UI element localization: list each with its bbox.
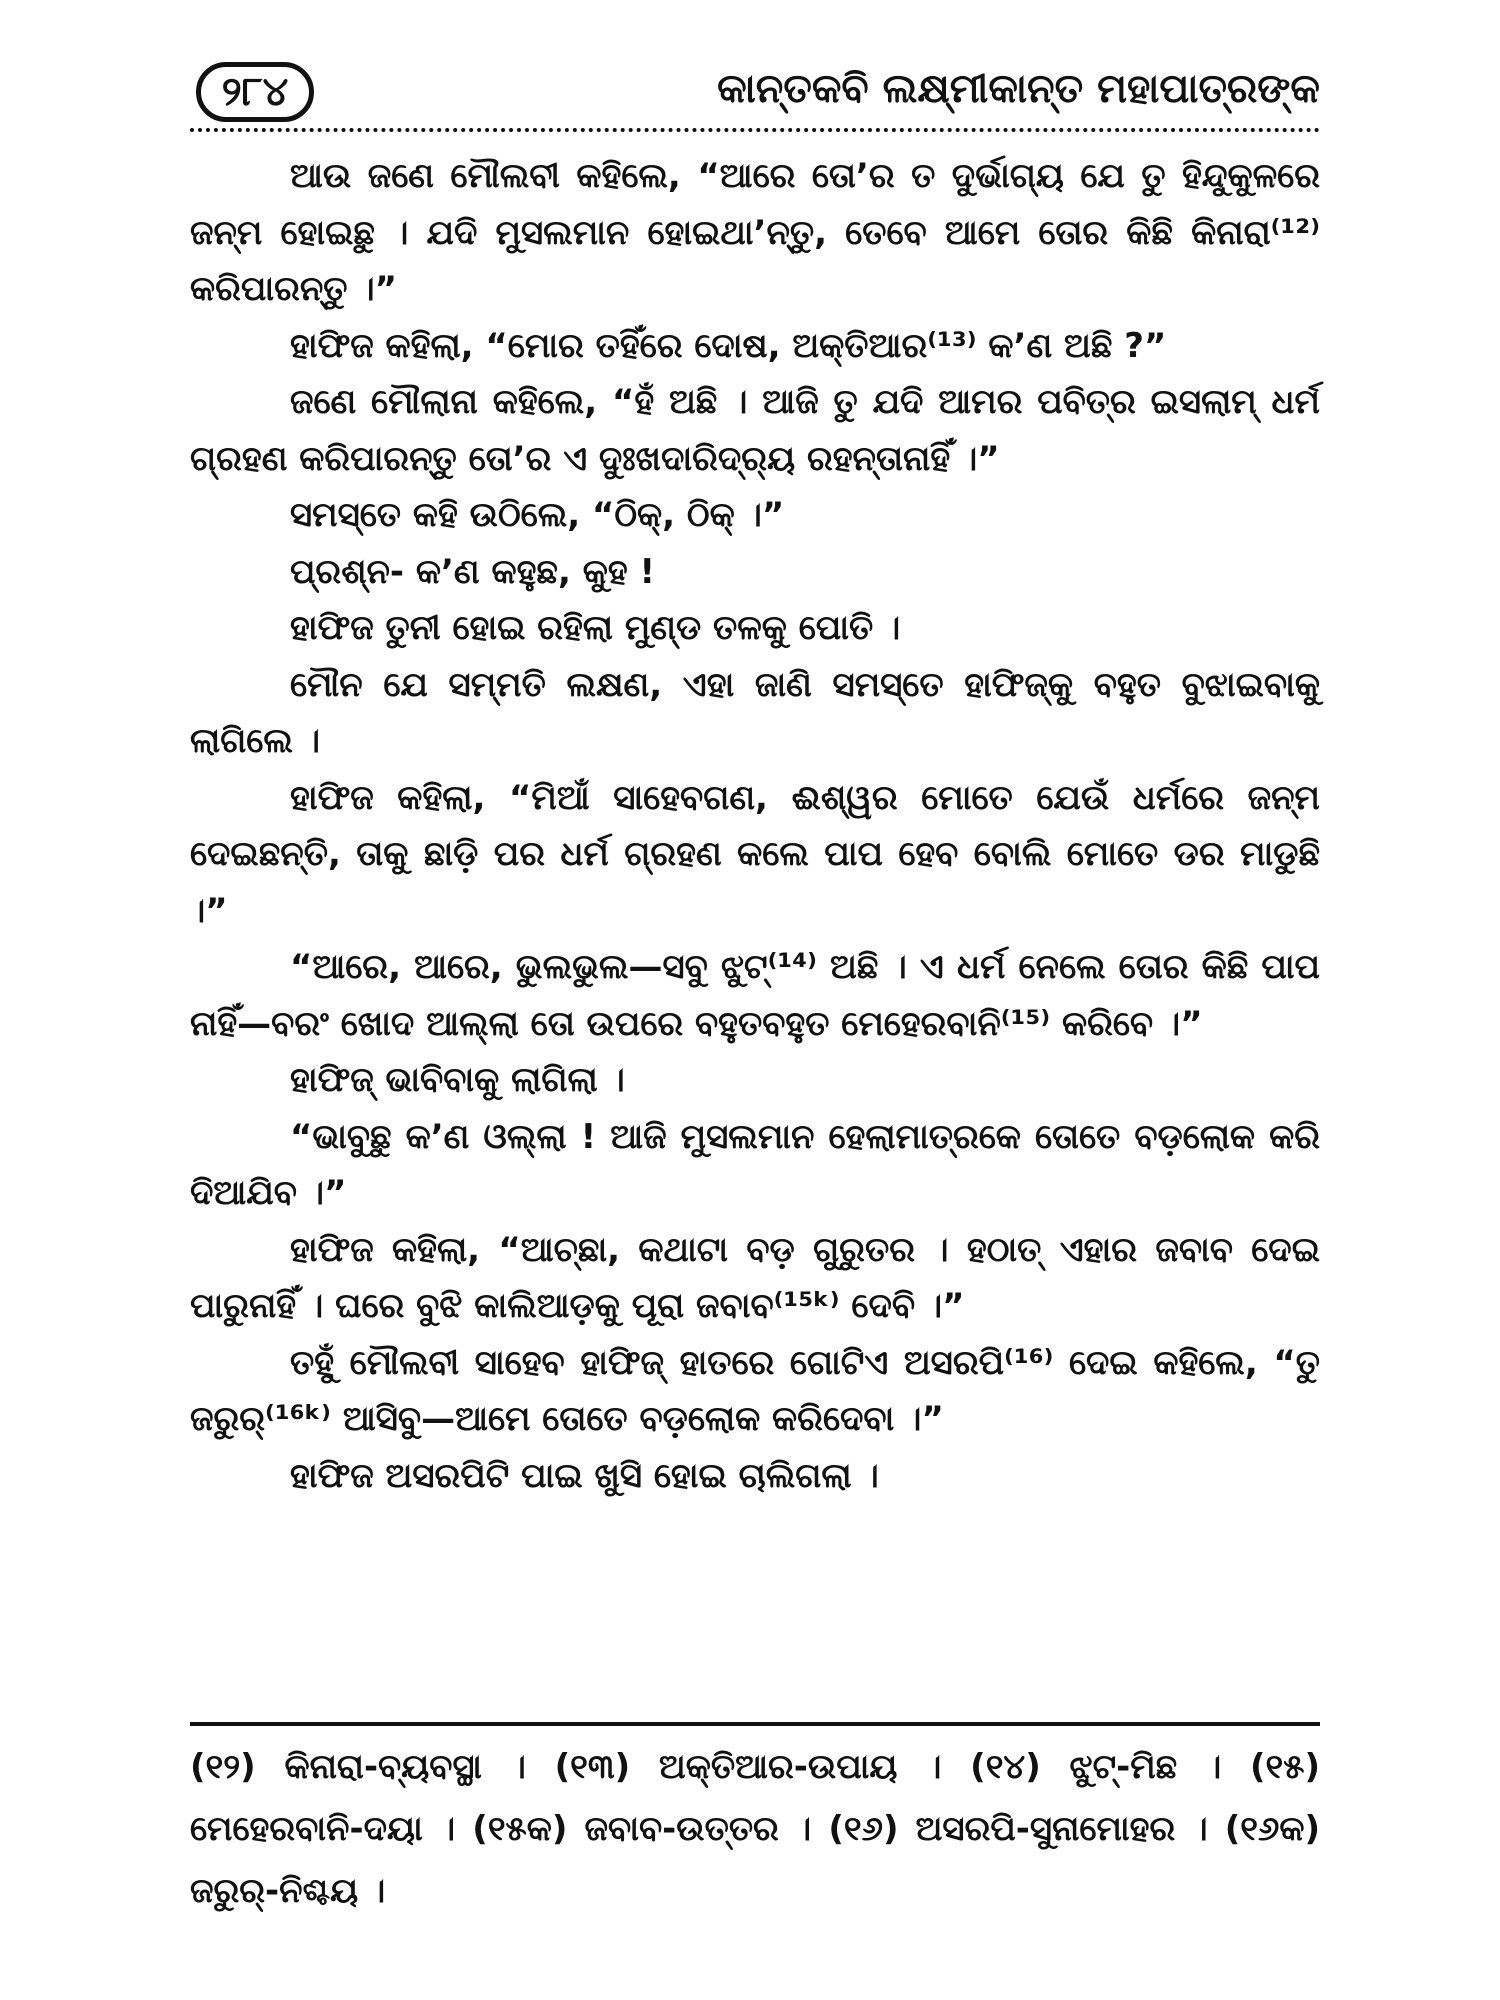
page-number: ୨୮୪ — [196, 62, 314, 122]
paragraph-11: “ଭାବୁଛୁ କ’ଣ ଓଲ୍ଲା ! ଆଜି ମୁସଲମାନ ହେଲାମାତ୍ରକେ ତୋତେ ବଡ଼ଲୋକ କରି ଦିଆଯିବ ।” — [190, 1116, 1320, 1213]
paragraph-4: ସମସ୍ତେ କହି ଉଠିଲେ, “ଠିକ୍, ଠିକ୍ ।” — [290, 495, 785, 535]
paragraph-5: ପ୍ରଶ୍ନ- କ’ଣ କହୁଛ, କୁହ ! — [290, 551, 656, 592]
body-text — [190, 148, 1320, 1504]
paragraph-9: “ଆରେ, ଆରେ, ଭୁଲଭୁଲ—ସବୁ ଝୁଟ୍⁽¹⁴⁾ ଅଛି । ଏ ଧର୍ମ ନେଲେ ତୋର କିଛି ପାପ ନାହିଁ—ବରଂ ଖୋଦ ଆଲ୍ଲା ତୋ ଉପରେ ବହୁତବହୁତ ମେହେରବାନି⁽¹⁵⁾ କରିବେ ।” — [190, 947, 1320, 1044]
paragraph-1: ଆଉ ଜଣେ ମୌଲବୀ କହିଲେ, “ଆରେ ତୋ’ର ତ ଦୁର୍ଭାଗ୍ୟ ଯେ ତୁ ହିନ୍ଦୁକୁଳରେ ଜନ୍ମ ହୋଇଛୁ । ଯଦି ମୁସଲମାନ ହୋଇଥା’ନ୍ତୁ, ତେବେ ଆମେ ତୋର କିଛି କିନାରା⁽¹²⁾ କରିପାରନ୍ତୁ ।” — [190, 156, 1320, 309]
paragraph-7: ମୌନ ଯେ ସମ୍ମତି ଲକ୍ଷଣ, ଏହା ଜାଣି ସମସ୍ତେ ହାଫିଜ୍‌କୁ ବହୁତ ବୁଝାଇବାକୁ ଲାଗିଲେ । — [190, 664, 1320, 761]
paragraph-13: ତହୁଁ ମୌଲବୀ ସାହେବ ହାଫିଜ୍ ହାତରେ ଗୋଟିଏ ଅସରପି⁽¹⁶⁾ ଦେଇ କହିଲେ, “ତୁ ଜରୁର୍⁽¹⁶ᵏ⁾ ଆସିବୁ—ଆମେ ତୋତେ ବଡ଼ଲୋକ କରିଦେବା ।” — [190, 1342, 1320, 1439]
page-header — [190, 52, 1320, 132]
paragraph-6: ହାଫିଜ ତୁନୀ ହୋଇ ରହିଲା ମୁଣ୍ଡ ତଳକୁ ପୋତି । — [290, 608, 901, 648]
footnote-divider — [190, 1722, 1320, 1726]
footnotes: (୧୨) କିନାରା-ବ୍ୟବସ୍ଥା । (୧୩) ଅକ୍ତିଆର-ଉପାୟ । (୧୪) ଝୁଟ୍-ମିଛ । (୧୫) ମେହେରବାନି-ଦୟା । (୧୫କ) ଜବାବ-ଉତ୍ତର । (୧୬) ଅସରପି-ସୁନାମୋହର । (୧୬କ) ଜରୁର୍-ନିଶ୍ଚୟ । — [190, 1747, 1320, 1911]
paragraph-2: ହାଫିଜ କହିଲା, “ମୋର ତହିଁରେ ଦୋଷ, ଅକ୍ତିଆର⁽¹³⁾ କ’ଣ ଅଛି ?” — [290, 325, 1167, 366]
running-title: କାନ୍ତକବି ଲକ୍ଷ୍ମୀକାନ୍ତ ମହାପାତ୍ରଙ୍କ — [717, 66, 1320, 112]
paragraph-3: ଜଣେ ମୌଲାନା କହିଲେ, “ହଁ ଅଛି । ଆଜି ତୁ ଯଦି ଆମର ପବିତ୍ର ଇସଲାମ୍ ଧର୍ମ ଗ୍ରହଣ କରିପାରନ୍ତୁ ତୋ’ର ଏ ଦୁଃଖଦାରିଦ୍ର୍ୟ ରହନ୍ତାନାହିଁ ।” — [190, 382, 1320, 479]
paragraph-10: ହାଫିଜ୍ ଭାବିବାକୁ ଲାଗିଲା । — [290, 1060, 625, 1100]
paragraph-14: ହାଫିଜ ଅସରପିଟି ପାଇ ଖୁସି ହୋଇ ଚାଲିଗଲା । — [290, 1455, 879, 1496]
paragraph-12: ହାଫିଜ କହିଲା, “ଆଚ୍ଛା, କଥାଟା ବଡ଼ ଗୁରୁତର । ହଠାତ୍ ଏହାର ଜବାବ ଦେଇ ପାରୁନାହିଁ । ଘରେ ବୁଝି କାଲିଆଡ଼କୁ ପୂରା ଜବାବ⁽¹⁵ᵏ⁾ ଦେବି ।” — [190, 1229, 1320, 1326]
header-divider — [190, 128, 1320, 132]
paragraph-8: ହାଫିଜ କହିଲା, “ମିଆଁ ସାହେବଗଣ, ଈଶ୍ୱର ମୋତେ ଯେଉଁ ଧର୍ମରେ ଜନ୍ମ ଦେଇଛନ୍ତି, ତାକୁ ଛାଡ଼ି ପର ଧର୍ମ ଗ୍ରହଣ କଲେ ପାପ ହେବ ବୋଲି ମୋତେ ଡର ମାଡୁଛି ।” — [190, 777, 1320, 931]
